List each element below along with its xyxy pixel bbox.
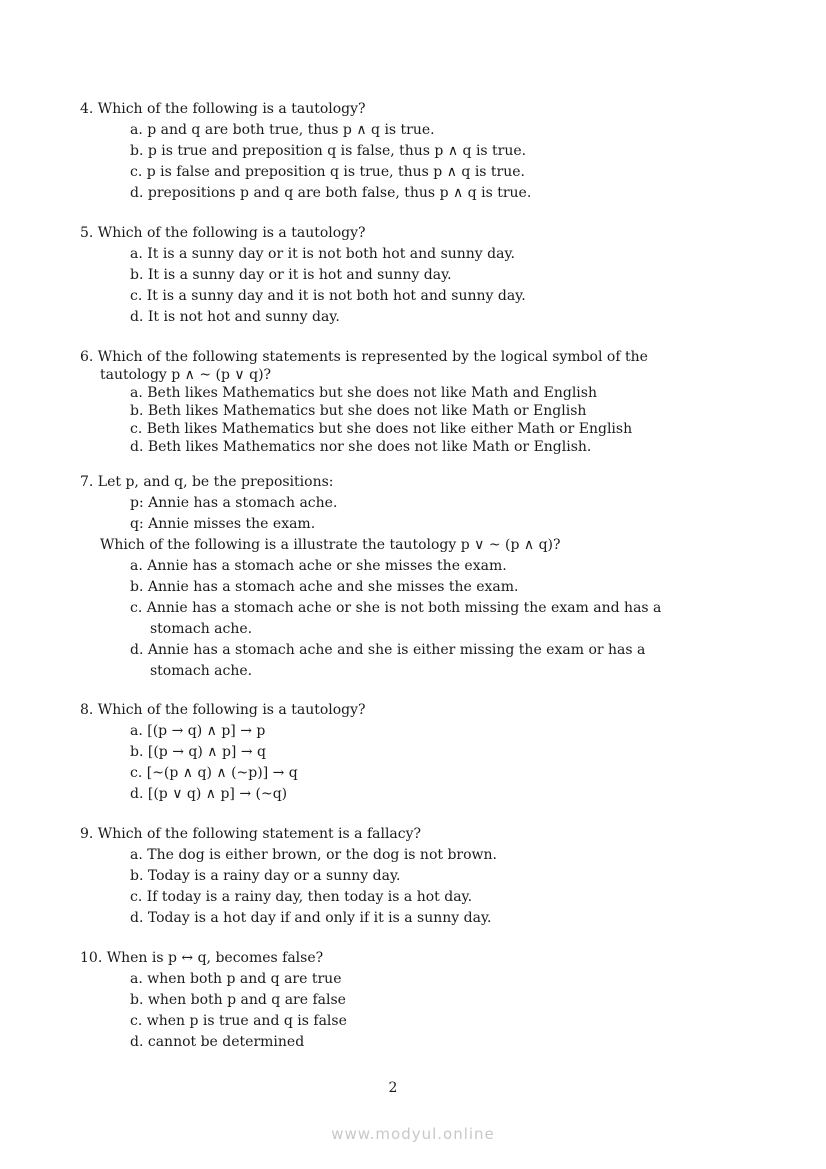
option-c: c. when p is true and q is false — [130, 1013, 347, 1029]
option-a: a. Annie has a stomach ache or she misses the exam. — [130, 558, 507, 574]
question-substem: Which of the following is a illustrate the tautology p ∨ ~ (p ∧ q)? — [100, 537, 561, 553]
option-a: a. The dog is either brown, or the dog is not brown. — [130, 847, 497, 863]
question-stem: 9. Which of the following statement is a fallacy? — [80, 826, 422, 842]
option-b: b. [(p → q) ∧ p] → q — [130, 744, 266, 760]
proposition-q: q: Annie misses the exam. — [130, 516, 316, 532]
option-a: a. [(p → q) ∧ p] → p — [130, 723, 266, 739]
page-number: 2 — [388, 1080, 398, 1096]
question-9 — [80, 824, 736, 929]
question-stem: 7. Let p, and q, be the prepositions: — [80, 474, 334, 490]
proposition-p: p: Annie has a stomach ache. — [130, 495, 338, 511]
option-b: b. Annie has a stomach ache and she misses the exam. — [130, 579, 519, 595]
option-d: d. [(p ∨ q) ∧ p] → (~q) — [130, 786, 288, 802]
option-d: d. Annie has a stomach ache and she is either missing the exam or has a — [130, 642, 646, 658]
question-stem: 10. When is p ↔ q, becomes false? — [80, 950, 324, 966]
question-5 — [80, 223, 736, 328]
option-b: b. It is a sunny day or it is hot and sunny day. — [130, 267, 452, 283]
option-c: c. p is false and preposition q is true, thus p ∧ q is true. — [130, 164, 526, 180]
option-b: b. Beth likes Mathematics but she does not like Math or English — [130, 403, 587, 419]
option-b: b. when both p and q are false — [130, 992, 346, 1008]
option-c: c. [~(p ∧ q) ∧ (~p)] → q — [130, 765, 298, 781]
option-c: c. Beth likes Mathematics but she does not like either Math or English — [130, 421, 633, 437]
option-a: a. p and q are both true, thus p ∧ q is true. — [130, 122, 435, 138]
option-d: d. It is not hot and sunny day. — [130, 309, 340, 325]
option-d: d. Beth likes Mathematics nor she does not like Math or English. — [130, 439, 592, 455]
question-stem: 6. Which of the following statements is represented by the logical symbol of the — [80, 349, 648, 365]
option-d: d. cannot be determined — [130, 1034, 305, 1050]
question-7 — [80, 472, 736, 682]
option-a: a. Beth likes Mathematics but she does not like Math and English — [130, 385, 597, 401]
option-d: d. prepositions p and q are both false, thus p ∧ q is true. — [130, 185, 532, 201]
option-a: a. when both p and q are true — [130, 971, 342, 987]
question-4 — [80, 99, 736, 204]
question-stem-continued: tautology p ∧ ~ (p ∨ q)? — [100, 367, 272, 383]
watermark: www.modyul.online — [331, 1125, 495, 1143]
option-b: b. Today is a rainy day or a sunny day. — [130, 868, 401, 884]
question-6 — [80, 348, 736, 456]
option-c-continued: stomach ache. — [150, 621, 253, 637]
option-c: c. If today is a rainy day, then today is a hot day. — [130, 889, 473, 905]
option-c: c. It is a sunny day and it is not both hot and sunny day. — [130, 288, 526, 304]
question-stem: 4. Which of the following is a tautology? — [80, 101, 366, 117]
option-d-continued: stomach ache. — [150, 663, 253, 679]
option-d: d. Today is a hot day if and only if it is a sunny day. — [130, 910, 492, 926]
question-8 — [80, 700, 736, 805]
option-c: c. Annie has a stomach ache or she is not both missing the exam and has a — [130, 600, 662, 616]
question-10 — [80, 948, 736, 1053]
option-a: a. It is a sunny day or it is not both hot and sunny day. — [130, 246, 515, 262]
option-b: b. p is true and preposition q is false, thus p ∧ q is true. — [130, 143, 527, 159]
question-stem: 5. Which of the following is a tautology? — [80, 225, 366, 241]
question-stem: 8. Which of the following is a tautology? — [80, 702, 366, 718]
